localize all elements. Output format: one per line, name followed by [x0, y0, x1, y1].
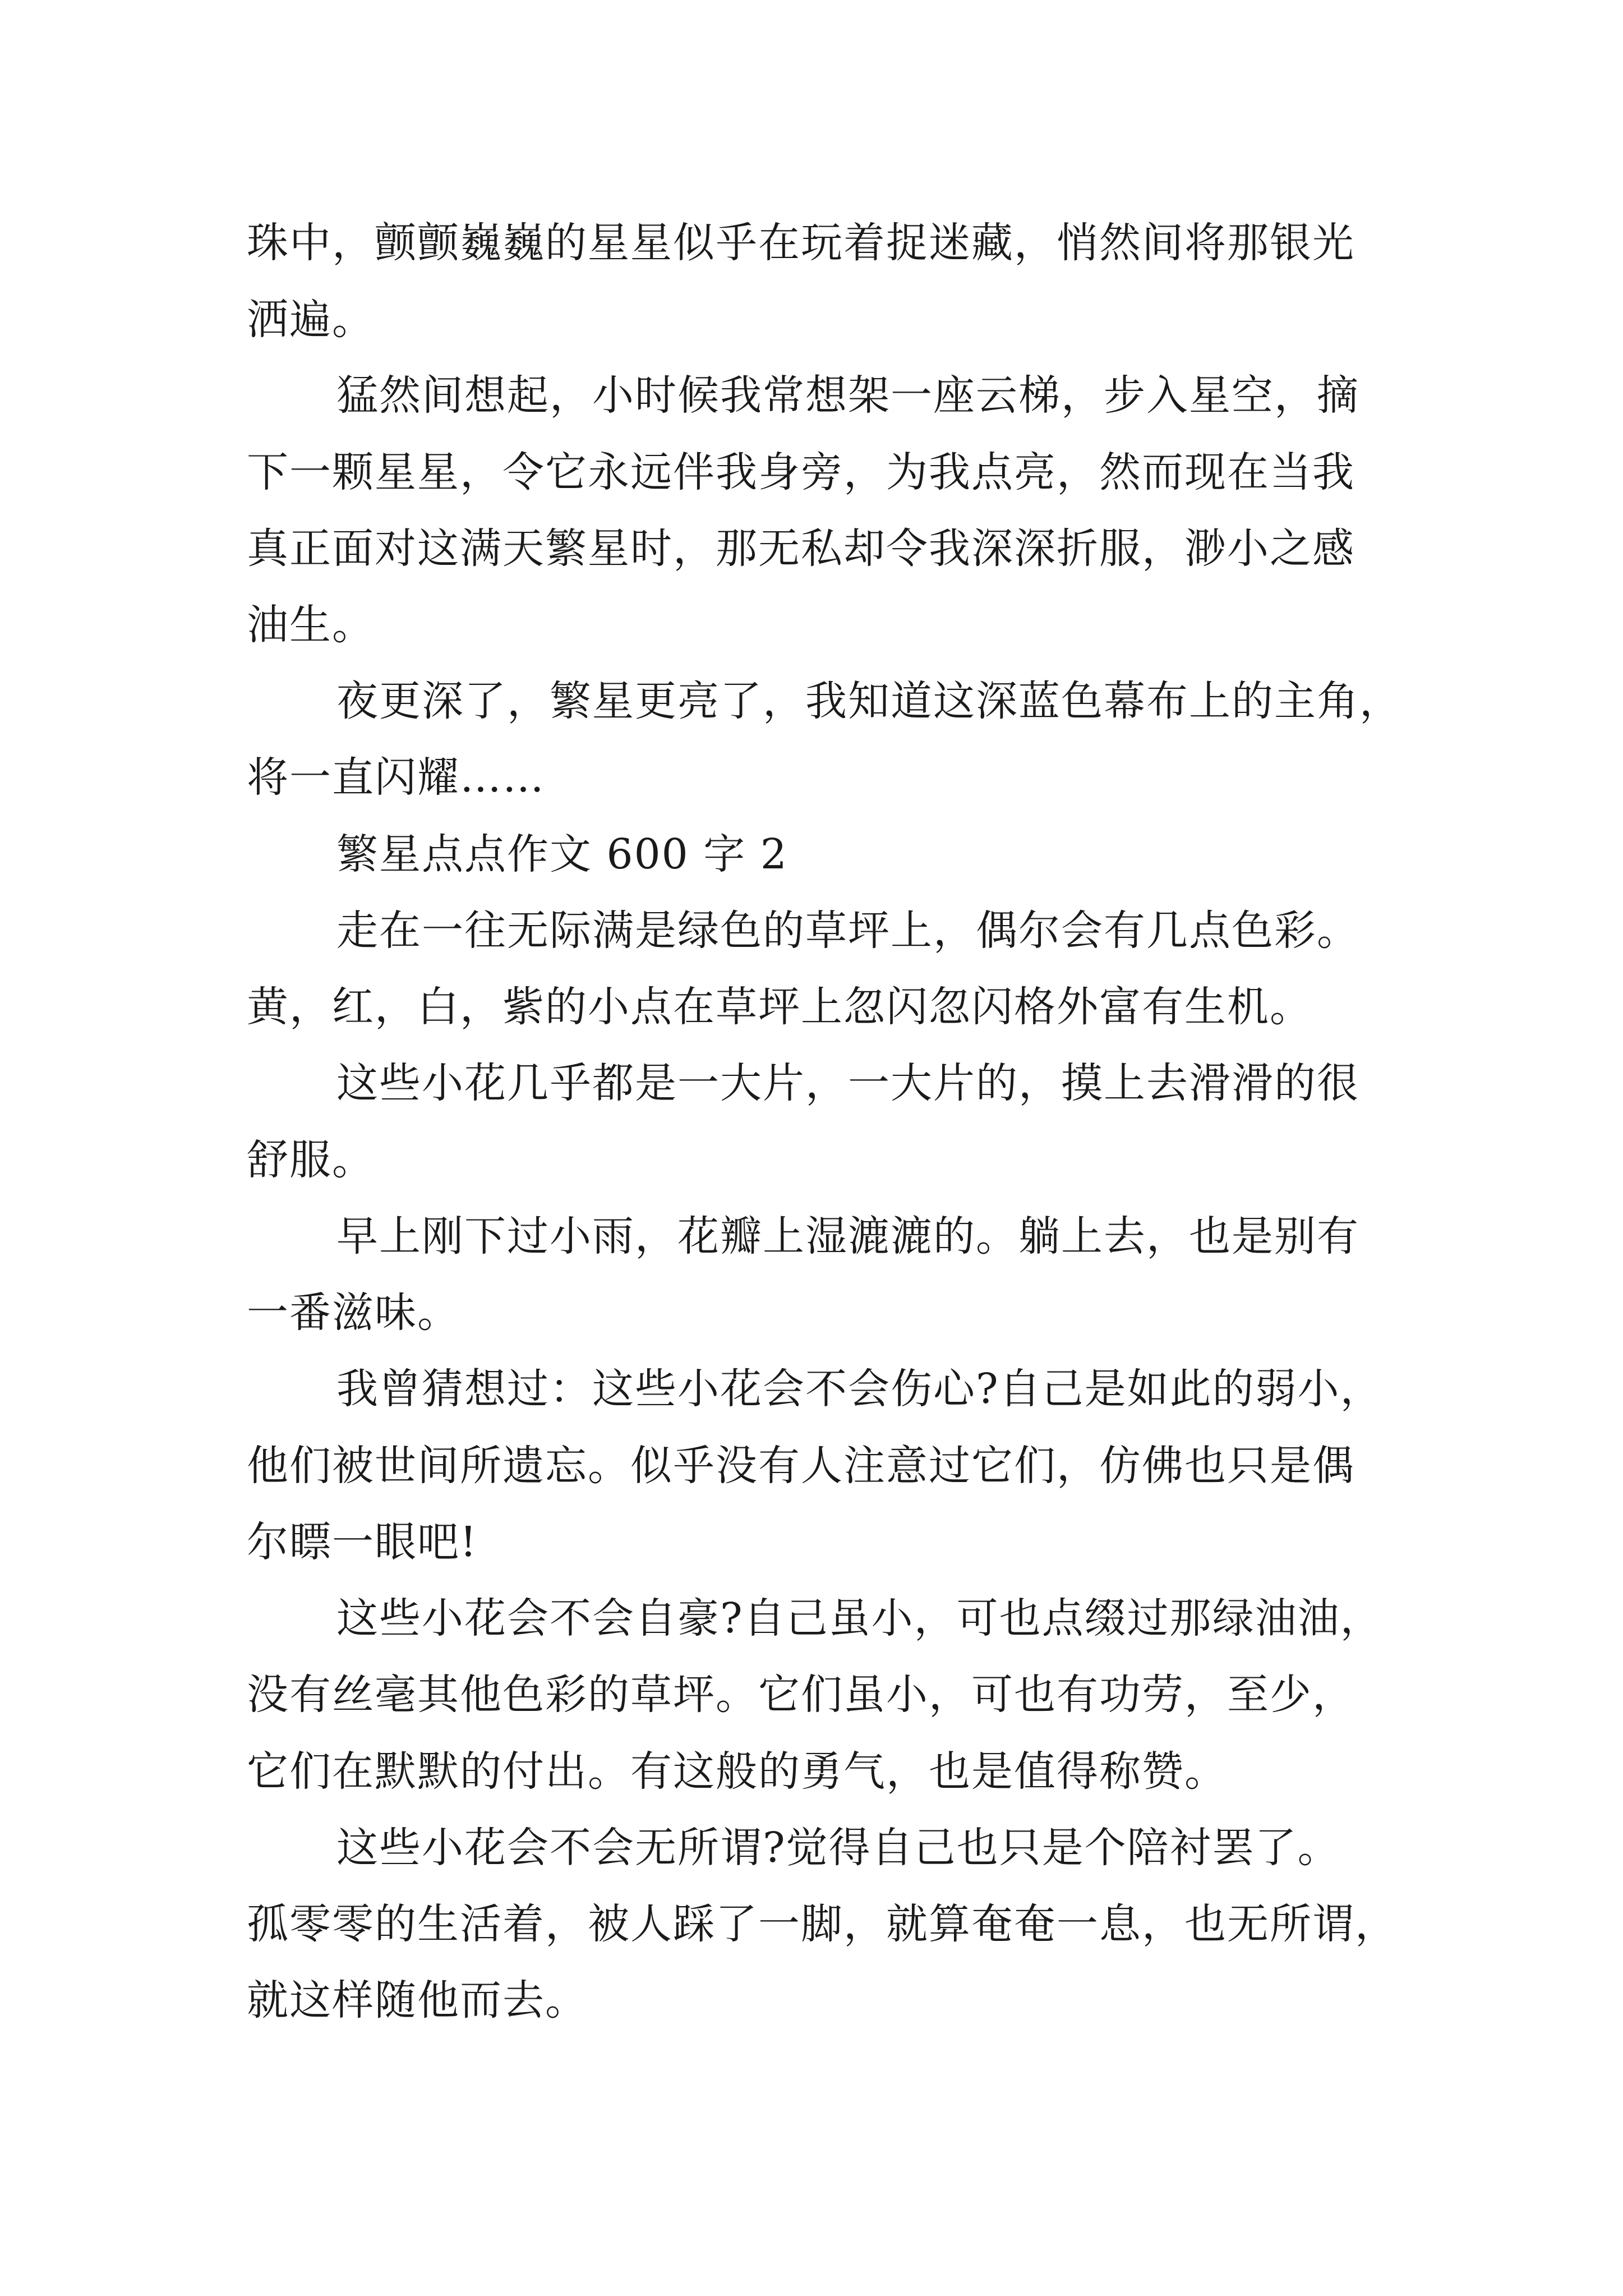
text-line: 舒服。 — [247, 1136, 375, 1184]
text-line: 他们被世间所遗忘。似乎没有人注意过它们，仿佛也只是偶 — [247, 1442, 1355, 1490]
text-line: 就这样随他而去。 — [247, 1976, 588, 2024]
text-line: 尔瞟一眼吧! — [247, 1518, 478, 1566]
text-line: 它们在默默的付出。有这般的勇气，也是值得称赞。 — [247, 1747, 1227, 1796]
text-line: 走在一往无际满是绿色的草坪上，偶尔会有几点色彩。 — [336, 907, 1359, 955]
text-line: 黄，红，白，紫的小点在草坪上忽闪忽闪格外富有生机。 — [247, 983, 1312, 1031]
text-line: 将一直闪耀…… — [247, 753, 545, 802]
text-line: 夜更深了，繁星更亮了，我知道这深蓝色幕布上的主角， — [336, 677, 1402, 725]
text-line: 这些小花会不会自豪?自己虽小，可也点缀过那绿油油， — [336, 1594, 1383, 1642]
text-line: 珠中，颤颤巍巍的星星似乎在玩着捉迷藏，悄然间将那银光 — [247, 219, 1355, 267]
text-line: 这些小花几乎都是一大片，一大片的，摸上去滑滑的很 — [336, 1059, 1359, 1107]
text-line: 孤零零的生活着，被人踩了一脚，就算奄奄一息，也无所谓， — [247, 1900, 1398, 1948]
text-line: 这些小花会不会无所谓?觉得自己也只是个陪衬罢了。 — [336, 1824, 1340, 1872]
text-line: 真正面对这满天繁星时，那无私却令我深深折服，渺小之感 — [247, 524, 1355, 573]
text-line: 下一颗星星，令它永远伴我身旁，为我点亮，然而现在当我 — [247, 448, 1355, 496]
text-line: 油生。 — [247, 601, 375, 649]
text-line: 洒遍。 — [247, 296, 375, 344]
section-heading: 繁星点点作文 600 字 2 — [336, 830, 788, 878]
text-line: 一番滋味。 — [247, 1289, 460, 1337]
text-line: 猛然间想起，小时候我常想架一座云梯，步入星空，摘 — [336, 371, 1359, 420]
text-line: 早上刚下过小雨，花瓣上湿漉漉的。躺上去，也是别有 — [336, 1212, 1359, 1260]
text-line: 我曾猜想过：这些小花会不会伤心?自己是如此的弱小， — [336, 1365, 1383, 1413]
text-line: 没有丝毫其他色彩的草坪。它们虽小，可也有功劳，至少， — [247, 1671, 1355, 1719]
